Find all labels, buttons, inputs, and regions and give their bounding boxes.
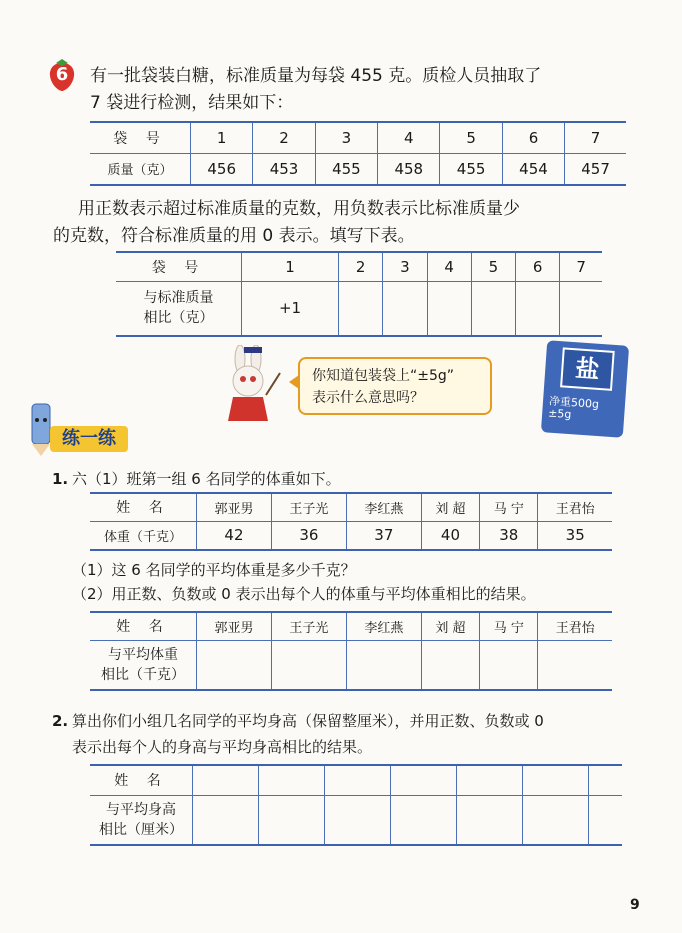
student-name-cell: 李红燕 — [346, 493, 421, 521]
practice-banner — [20, 400, 140, 458]
mass-cell: 455 — [315, 153, 377, 185]
student-name-cell[interactable] — [391, 765, 457, 795]
problem-6-line2: 7 袋进行检测，结果如下： — [90, 93, 294, 113]
comparison-cell[interactable] — [197, 640, 272, 690]
student-name-cell: 王子光 — [271, 612, 346, 640]
student-name-cell[interactable] — [193, 765, 259, 795]
student-name-cell: 马 宁 — [480, 612, 538, 640]
student-name-cell[interactable] — [457, 765, 523, 795]
bag-number-label: 袋 号 — [90, 122, 191, 153]
comparison-cell[interactable] — [271, 640, 346, 690]
comparison-cell[interactable] — [538, 640, 612, 690]
problem-number-badge — [45, 58, 79, 92]
bag-number-label: 袋 号 — [116, 252, 242, 281]
q2-line2: 表示出每个人的身高与平均身高相比的结果。 — [72, 738, 373, 756]
weight-cell: 38 — [480, 521, 538, 550]
comparison-cell[interactable] — [427, 281, 471, 336]
student-name-cell: 马 宁 — [480, 493, 538, 521]
student-name-cell: 刘 超 — [421, 612, 479, 640]
weight-cell: 36 — [271, 521, 346, 550]
comparison-cell[interactable] — [471, 281, 515, 336]
weight-cell: 40 — [421, 521, 479, 550]
comparison-cell[interactable] — [259, 795, 325, 845]
q1-text: 六（1）班第一组 6 名同学的体重如下。 — [72, 470, 341, 488]
name-label: 姓 名 — [90, 765, 193, 795]
bag-number-cell: 1 — [242, 252, 339, 281]
speech-bubble-tail — [289, 375, 299, 389]
mass-cell: 454 — [502, 153, 564, 185]
problem-6-para2: 的克数，符合标准质量的用 0 表示。填写下表。 — [53, 226, 415, 246]
rabbit-teacher-illustration — [218, 345, 290, 427]
student-name-cell[interactable] — [523, 765, 589, 795]
mass-comparison-table — [116, 251, 602, 337]
problem-6-para1: 用正数表示超过标准质量的克数，用负数表示比标准质量少 — [78, 199, 520, 219]
student-name-cell: 郭亚男 — [197, 493, 272, 521]
comparison-label: 与平均体重 相比（千克） — [90, 640, 197, 690]
weight-comparison-table — [90, 611, 612, 691]
comparison-cell[interactable] — [346, 640, 421, 690]
comparison-cell[interactable]: +1 — [242, 281, 339, 336]
salt-net-weight: 净重500g — [548, 394, 600, 411]
comparison-cell[interactable] — [421, 640, 479, 690]
bag-number-cell: 5 — [440, 122, 502, 153]
bag-number-cell: 4 — [378, 122, 440, 153]
mass-cell: 455 — [440, 153, 502, 185]
weight-label: 体重（千克） — [90, 521, 197, 550]
weight-cell: 42 — [197, 521, 272, 550]
practice-title: 练一练 — [50, 426, 128, 452]
problem-number: 6 — [55, 64, 69, 85]
bag-number-cell: 7 — [565, 122, 626, 153]
comparison-label: 与标准质量 相比（克） — [116, 281, 242, 336]
student-name-cell[interactable] — [325, 765, 391, 795]
mass-cell: 458 — [378, 153, 440, 185]
salt-tolerance: ±5g — [547, 406, 572, 422]
student-name-cell: 郭亚男 — [197, 612, 272, 640]
comparison-cell[interactable] — [391, 795, 457, 845]
page-number: 9 — [630, 897, 640, 913]
student-name-cell: 王君怡 — [538, 612, 612, 640]
bag-number-cell: 3 — [315, 122, 377, 153]
bag-number-cell: 6 — [516, 252, 560, 281]
q1-sub1: （1）这 6 名同学的平均体重是多少千克？ — [72, 561, 356, 579]
comparison-cell[interactable] — [589, 795, 622, 845]
q2-number: 2. — [52, 712, 69, 730]
comparison-cell[interactable] — [383, 281, 427, 336]
bag-number-cell: 2 — [339, 252, 383, 281]
mass-cell: 453 — [253, 153, 315, 185]
bag-mass-table — [90, 121, 626, 186]
name-label: 姓 名 — [90, 612, 197, 640]
bag-number-cell: 7 — [560, 252, 602, 281]
student-name-cell[interactable] — [589, 765, 622, 795]
student-name-cell: 王君怡 — [538, 493, 612, 521]
bag-number-cell: 5 — [471, 252, 515, 281]
bag-number-cell: 1 — [191, 122, 253, 153]
comparison-cell[interactable] — [339, 281, 383, 336]
weight-cell: 35 — [538, 521, 612, 550]
comparison-cell[interactable] — [457, 795, 523, 845]
speech-bubble-line2: 表示什么意思吗？ — [312, 390, 424, 406]
bag-number-cell: 2 — [253, 122, 315, 153]
bag-number-cell: 6 — [502, 122, 564, 153]
comparison-cell[interactable] — [560, 281, 602, 336]
bag-number-cell: 3 — [383, 252, 427, 281]
mass-cell: 456 — [191, 153, 253, 185]
mass-cell: 457 — [565, 153, 626, 185]
comparison-cell[interactable] — [516, 281, 560, 336]
name-label: 姓 名 — [90, 493, 197, 521]
speech-bubble-line1: 你知道包装袋上“±5g” — [312, 368, 455, 384]
comparison-cell[interactable] — [193, 795, 259, 845]
student-name-cell: 李红燕 — [346, 612, 421, 640]
problem-6-line1: 有一批袋装白糖，标准质量为每袋 455 克。质检人员抽取了 — [90, 66, 542, 86]
comparison-cell[interactable] — [480, 640, 538, 690]
student-name-cell: 王子光 — [271, 493, 346, 521]
height-comparison-table — [90, 764, 622, 846]
student-name-cell: 刘 超 — [421, 493, 479, 521]
q1-number: 1. — [52, 470, 69, 488]
salt-bag-illustration — [541, 340, 629, 437]
bag-number-cell: 4 — [427, 252, 471, 281]
comparison-cell[interactable] — [523, 795, 589, 845]
salt-character: 盐 — [560, 347, 615, 391]
q1-sub2: （2）用正数、负数或 0 表示出每个人的体重与平均体重相比的结果。 — [72, 585, 536, 603]
speech-bubble — [298, 357, 492, 415]
q2-line1: 算出你们小组几名同学的平均身高（保留整厘米），并用正数、负数或 0 — [72, 712, 544, 730]
student-name-cell[interactable] — [259, 765, 325, 795]
comparison-cell[interactable] — [325, 795, 391, 845]
weight-cell: 37 — [346, 521, 421, 550]
mass-label: 质量（克） — [90, 153, 191, 185]
comparison-label: 与平均身高 相比（厘米） — [90, 795, 193, 845]
weight-table — [90, 492, 612, 551]
